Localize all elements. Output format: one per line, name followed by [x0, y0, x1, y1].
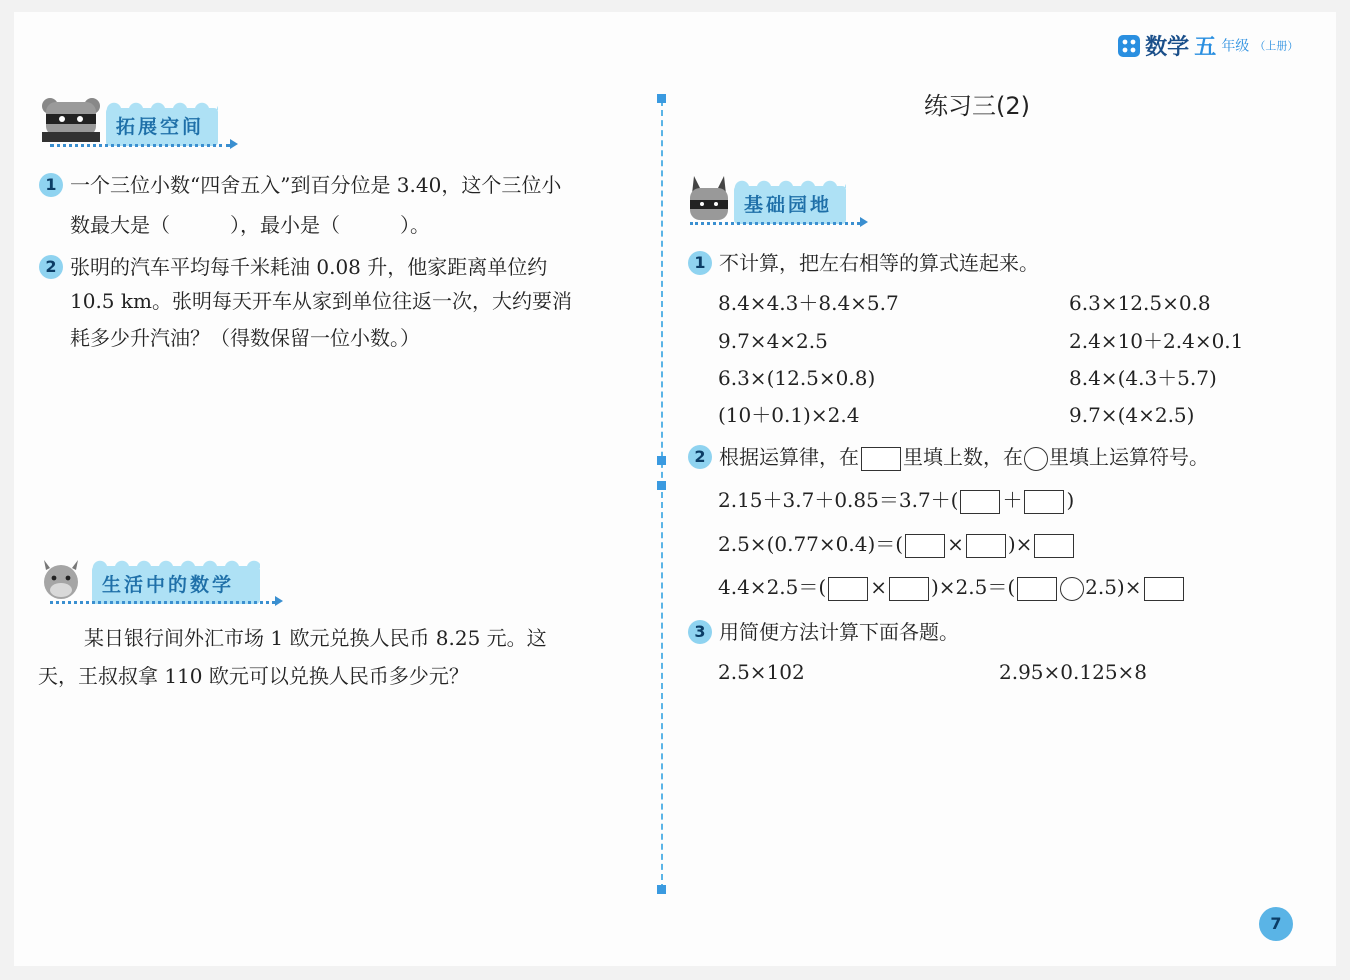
equation-part: ＋: [1002, 488, 1023, 512]
brand-title: 数学: [1145, 35, 1190, 60]
equation-row: [718, 525, 1076, 563]
divider-marker: [657, 94, 666, 103]
question-text: 10.5 km。张明每天开车从家到单位往返一次，大约要消: [70, 289, 572, 313]
divider-marker: [657, 456, 666, 465]
raccoon-mascot-icon: [40, 96, 102, 144]
answer-box[interactable]: [828, 577, 868, 601]
equation-part: 2.15＋3.7＋0.85＝3.7＋(: [718, 488, 959, 512]
question-text-part: 里填上数，在: [903, 445, 1023, 469]
expression-left: 9.7×4×2.5: [718, 329, 828, 353]
expression-right: 6.3×12.5×0.8: [1069, 291, 1211, 315]
question-text: 不计算，把左右相等的算式连起来。: [719, 251, 1039, 275]
banner-arrow-icon: [230, 139, 238, 149]
question-text: 用简便方法计算下面各题。: [719, 620, 959, 644]
banner-arrow-icon: [275, 596, 283, 606]
banner-extension-space: 拓展空间: [106, 108, 218, 146]
equation-row: [718, 481, 1074, 519]
question-text: [719, 438, 1209, 476]
expression-left: 8.4×4.3＋8.4×5.7: [718, 291, 899, 315]
rabbit-mascot-icon: [686, 174, 732, 222]
answer-box[interactable]: [1144, 577, 1184, 601]
question-number: 1: [688, 251, 712, 275]
operator-circle-sample: [1024, 447, 1048, 471]
calculation-item: 2.95×0.125×8: [999, 660, 1148, 684]
expression-right: 2.4×10＋2.4×0.1: [1069, 329, 1244, 353]
equation-part: )×2.5＝(: [930, 575, 1016, 599]
banner-math-in-life: 生活中的数学: [92, 566, 260, 604]
expression-left: (10＋0.1)×2.4: [718, 403, 860, 427]
answer-box[interactable]: [1024, 490, 1064, 514]
equation-part: 4.4×2.5＝(: [718, 575, 827, 599]
brand-header: [1118, 30, 1298, 60]
banner-underline: [50, 601, 275, 604]
workbook-page: [14, 12, 1336, 966]
answer-box[interactable]: [966, 534, 1006, 558]
problem-text: 天，王叔叔拿 110 欧元可以兑换人民币多少元？: [38, 664, 469, 688]
question-text-part: 里填上运算符号。: [1049, 445, 1209, 469]
equation-row: [718, 568, 1186, 606]
question-number: 1: [39, 173, 63, 197]
answer-box[interactable]: [889, 577, 929, 601]
answer-box[interactable]: [960, 490, 1000, 514]
dice-logo-icon: [1118, 35, 1140, 57]
expression-right: 8.4×(4.3＋5.7): [1069, 366, 1217, 390]
equation-part: ×: [947, 532, 964, 556]
column-divider: [661, 100, 663, 890]
question-text: 张明的汽车平均每千米耗油 0.08 升，他家距离单位约: [70, 255, 548, 279]
expression-right: 9.7×(4×2.5): [1069, 403, 1195, 427]
ox-mascot-icon: [38, 554, 84, 602]
question-number: 3: [688, 620, 712, 644]
answer-box[interactable]: [1017, 577, 1057, 601]
problem-text: 某日银行间外汇市场 1 欧元兑换人民币 8.25 元。这: [84, 626, 547, 650]
operator-circle[interactable]: [1060, 577, 1084, 601]
answer-box[interactable]: [905, 534, 945, 558]
divider-marker: [657, 481, 666, 490]
calculation-item: 2.5×102: [718, 660, 805, 684]
banner-basic-garden: 基础园地: [734, 186, 846, 224]
equation-part: )×: [1007, 532, 1033, 556]
expression-left: 6.3×(12.5×0.8): [718, 366, 876, 390]
question-text: 耗多少升汽油？（得数保留一位小数。）: [70, 326, 420, 350]
equation-part: 2.5×(0.77×0.4)＝(: [718, 532, 904, 556]
brand-grade: 五: [1194, 35, 1217, 60]
equation-part: ×: [870, 575, 887, 599]
question-text-part: 根据运算律，在: [719, 445, 859, 469]
page-title: 练习三(2): [924, 92, 1030, 120]
question-text: 数最大是（ ），最小是（ ）。: [70, 213, 430, 237]
question-text: 一个三位小数“四舍五入”到百分位是 3.40，这个三位小: [70, 173, 562, 197]
equation-part: ): [1066, 488, 1075, 512]
brand-grade-suffix: 年级: [1221, 38, 1250, 55]
banner-underline: [50, 144, 230, 147]
answer-box-sample: [861, 447, 901, 471]
banner-underline: [690, 222, 860, 225]
banner-arrow-icon: [860, 217, 868, 227]
page-number: 7: [1259, 907, 1293, 941]
equation-part: 2.5)×: [1085, 575, 1142, 599]
divider-marker: [657, 885, 666, 894]
brand-volume: （上册）: [1254, 39, 1299, 53]
answer-box[interactable]: [1034, 534, 1074, 558]
question-number: 2: [688, 445, 712, 469]
question-number: 2: [39, 255, 63, 279]
